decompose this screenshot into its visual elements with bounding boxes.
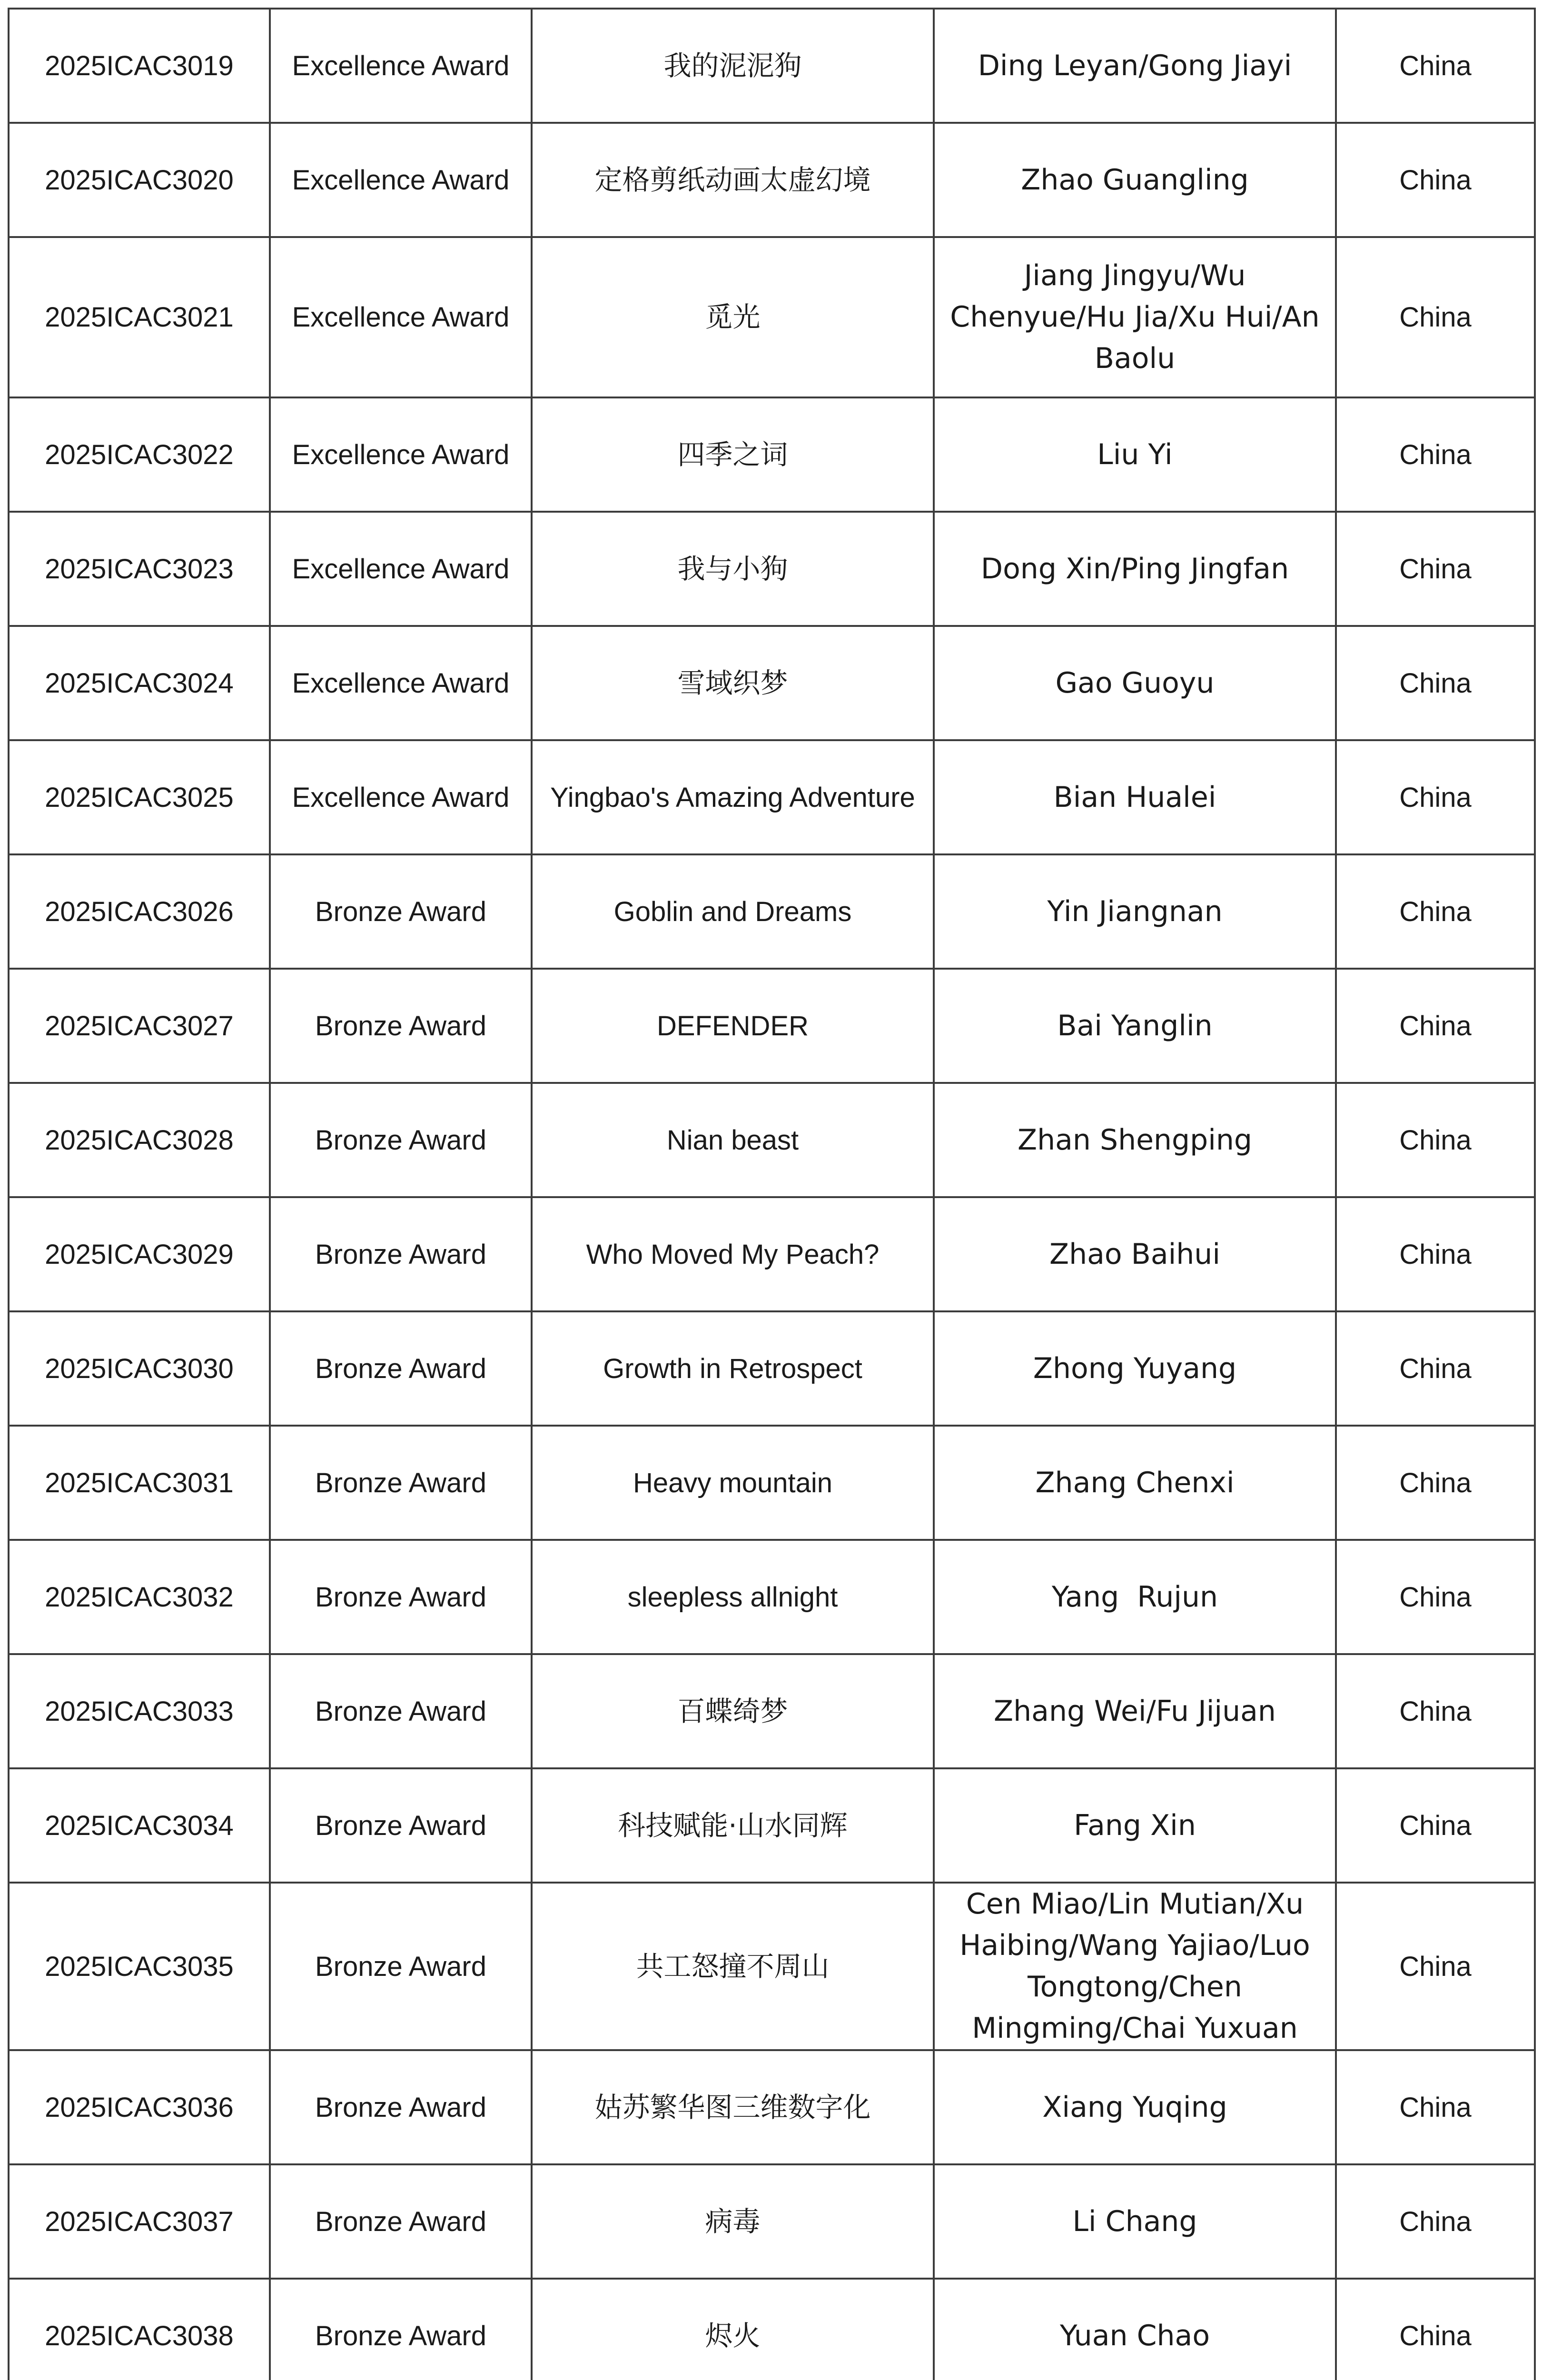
entry-id-cell: 2025ICAC3032 (9, 1540, 270, 1654)
award-level-cell: Excellence Award (270, 237, 532, 397)
award-level-cell: Bronze Award (270, 1540, 532, 1654)
table-row (9, 123, 1535, 237)
table-row (9, 2050, 1535, 2164)
entry-id-cell: 2025ICAC3037 (9, 2164, 270, 2279)
award-level-cell: Bronze Award (270, 2050, 532, 2164)
authors-cell: Zhao Baihui (934, 1197, 1336, 1311)
work-title-cell: Heavy mountain (532, 1426, 934, 1540)
authors-cell: Zhan Shengping (934, 1083, 1336, 1197)
work-title-cell: Growth in Retrospect (532, 1311, 934, 1426)
table-row (9, 969, 1535, 1083)
country-cell: China (1336, 1197, 1535, 1311)
work-title-cell: 共工怒撞不周山 (532, 1883, 934, 2050)
authors-cell: Gao Guoyu (934, 626, 1336, 740)
country-cell: China (1336, 1654, 1535, 1768)
authors-cell: Yuan Chao (934, 2279, 1336, 2380)
entry-id-cell: 2025ICAC3024 (9, 626, 270, 740)
authors-cell: Zhong Yuyang (934, 1311, 1336, 1426)
country-cell: China (1336, 740, 1535, 854)
awards-sheet (8, 8, 1534, 2380)
table-row (9, 237, 1535, 397)
authors-cell: Ding Leyan/Gong Jiayi (934, 9, 1336, 123)
country-cell: China (1336, 626, 1535, 740)
award-level-cell: Bronze Award (270, 1426, 532, 1540)
table-row (9, 9, 1535, 123)
authors-cell: Cen Miao/Lin Mutian/Xu Haibing/Wang Yajiao/Luo Tongtong/Chen Mingming/Chai Yuxuan (934, 1883, 1336, 2050)
award-level-cell: Excellence Award (270, 9, 532, 123)
country-cell: China (1336, 854, 1535, 969)
awards-table (8, 8, 1536, 2380)
entry-id-cell: 2025ICAC3030 (9, 1311, 270, 1426)
country-cell: China (1336, 9, 1535, 123)
table-row (9, 1197, 1535, 1311)
table-row (9, 740, 1535, 854)
authors-cell: Yang Rujun (934, 1540, 1336, 1654)
work-title-cell: 科技赋能·山水同辉 (532, 1768, 934, 1883)
entry-id-cell: 2025ICAC3019 (9, 9, 270, 123)
authors-cell: Zhang Wei/Fu Jijuan (934, 1654, 1336, 1768)
table-row (9, 397, 1535, 512)
award-level-cell: Excellence Award (270, 626, 532, 740)
country-cell: China (1336, 2164, 1535, 2279)
work-title-cell: 四季之词 (532, 397, 934, 512)
entry-id-cell: 2025ICAC3025 (9, 740, 270, 854)
country-cell: China (1336, 397, 1535, 512)
country-cell: China (1336, 1083, 1535, 1197)
award-level-cell: Bronze Award (270, 1768, 532, 1883)
authors-cell: Li Chang (934, 2164, 1336, 2279)
work-title-cell: 雪域织梦 (532, 626, 934, 740)
country-cell: China (1336, 123, 1535, 237)
country-cell: China (1336, 2279, 1535, 2380)
award-level-cell: Excellence Award (270, 512, 532, 626)
award-level-cell: Bronze Award (270, 854, 532, 969)
table-row (9, 1426, 1535, 1540)
country-cell: China (1336, 1311, 1535, 1426)
work-title-cell: sleepless allnight (532, 1540, 934, 1654)
authors-cell: Yin Jiangnan (934, 854, 1336, 969)
award-level-cell: Bronze Award (270, 2279, 532, 2380)
work-title-cell: Who Moved My Peach? (532, 1197, 934, 1311)
award-level-cell: Excellence Award (270, 123, 532, 237)
authors-cell: Bian Hualei (934, 740, 1336, 854)
entry-id-cell: 2025ICAC3021 (9, 237, 270, 397)
entry-id-cell: 2025ICAC3036 (9, 2050, 270, 2164)
authors-cell: Jiang Jingyu/Wu Chenyue/Hu Jia/Xu Hui/An Baolu (934, 237, 1336, 397)
table-row (9, 1654, 1535, 1768)
entry-id-cell: 2025ICAC3027 (9, 969, 270, 1083)
entry-id-cell: 2025ICAC3020 (9, 123, 270, 237)
award-level-cell: Bronze Award (270, 1197, 532, 1311)
table-row (9, 1083, 1535, 1197)
work-title-cell: 烬火 (532, 2279, 934, 2380)
award-level-cell: Bronze Award (270, 1083, 532, 1197)
country-cell: China (1336, 1883, 1535, 2050)
award-level-cell: Excellence Award (270, 740, 532, 854)
country-cell: China (1336, 969, 1535, 1083)
country-cell: China (1336, 1768, 1535, 1883)
authors-cell: Fang Xin (934, 1768, 1336, 1883)
work-title-cell: Nian beast (532, 1083, 934, 1197)
country-cell: China (1336, 1540, 1535, 1654)
table-row (9, 1768, 1535, 1883)
table-row (9, 1540, 1535, 1654)
country-cell: China (1336, 237, 1535, 397)
work-title-cell: 觅光 (532, 237, 934, 397)
table-row (9, 1311, 1535, 1426)
award-level-cell: Bronze Award (270, 1654, 532, 1768)
award-level-cell: Bronze Award (270, 2164, 532, 2279)
table-row (9, 1883, 1535, 2050)
work-title-cell: 百蝶绮梦 (532, 1654, 934, 1768)
table-row (9, 2279, 1535, 2380)
table-row (9, 626, 1535, 740)
table-row (9, 512, 1535, 626)
work-title-cell: Yingbao's Amazing Adventure (532, 740, 934, 854)
work-title-cell: 姑苏繁华图三维数字化 (532, 2050, 934, 2164)
awards-table-body (9, 9, 1535, 2380)
table-row (9, 2164, 1535, 2279)
work-title-cell: DEFENDER (532, 969, 934, 1083)
authors-cell: Liu Yi (934, 397, 1336, 512)
authors-cell: Dong Xin/Ping Jingfan (934, 512, 1336, 626)
work-title-cell: 定格剪纸动画太虚幻境 (532, 123, 934, 237)
work-title-cell: 我与小狗 (532, 512, 934, 626)
entry-id-cell: 2025ICAC3034 (9, 1768, 270, 1883)
work-title-cell: 我的泥泥狗 (532, 9, 934, 123)
entry-id-cell: 2025ICAC3035 (9, 1883, 270, 2050)
work-title-cell: Goblin and Dreams (532, 854, 934, 969)
award-level-cell: Bronze Award (270, 1311, 532, 1426)
entry-id-cell: 2025ICAC3022 (9, 397, 270, 512)
entry-id-cell: 2025ICAC3029 (9, 1197, 270, 1311)
entry-id-cell: 2025ICAC3023 (9, 512, 270, 626)
authors-cell: Zhao Guangling (934, 123, 1336, 237)
authors-cell: Zhang Chenxi (934, 1426, 1336, 1540)
country-cell: China (1336, 2050, 1535, 2164)
entry-id-cell: 2025ICAC3031 (9, 1426, 270, 1540)
country-cell: China (1336, 1426, 1535, 1540)
authors-cell: Bai Yanglin (934, 969, 1336, 1083)
award-level-cell: Bronze Award (270, 969, 532, 1083)
entry-id-cell: 2025ICAC3033 (9, 1654, 270, 1768)
country-cell: China (1336, 512, 1535, 626)
award-level-cell: Bronze Award (270, 1883, 532, 2050)
work-title-cell: 病毒 (532, 2164, 934, 2279)
entry-id-cell: 2025ICAC3026 (9, 854, 270, 969)
entry-id-cell: 2025ICAC3038 (9, 2279, 270, 2380)
authors-cell: Xiang Yuqing (934, 2050, 1336, 2164)
table-row (9, 854, 1535, 969)
award-level-cell: Excellence Award (270, 397, 532, 512)
entry-id-cell: 2025ICAC3028 (9, 1083, 270, 1197)
